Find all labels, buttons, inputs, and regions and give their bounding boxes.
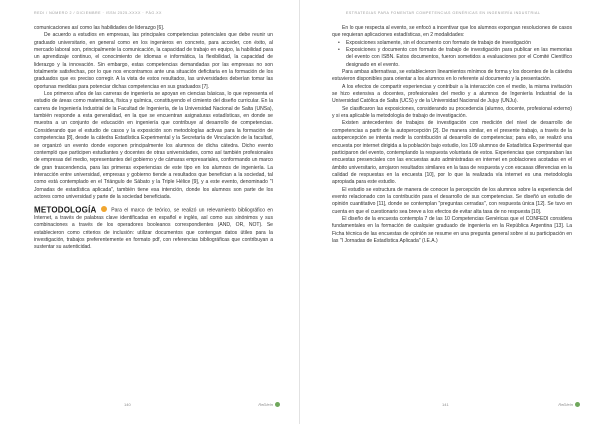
list-item <box>338 47 572 69</box>
bullet-list <box>332 40 572 69</box>
list-item-text: Exposiciones y documento con formato de trabajo de investigación para publicar en las memorias del evento con ISBN. Estos documentos, fueron sometidos a evaluaciones por el Comité Científico designado en el evento. <box>346 47 572 68</box>
footer-left <box>0 402 300 410</box>
paragraph: Para ambas alternativas, se establecieron lineamientos mínimos de forma y los docentes de la cátedra estuvieron disponibles para orientar a los alumnos en lo referente al documento y la presentación. <box>332 69 572 83</box>
paragraph: Existen antecedentes de trabajos de investigación con medición del nivel de desarrollo de competencias a partir de la autopercepción [2]. De manera similar, en el presente trabajo, a través de la autopercepción se intenta medir la contribución al desarrollo de competencias; para ello, se realizó una encuesta por internet dirigida a la población bajo estudio, los 109 alumnos de Estadística Experimental que participaron del evento, contemplando la respuesta voluntaria de estos. Experiencias que comparaban las encuestas presenciales con las encuestas auto administradas en internet en poblaciones acotadas en el ámbito universitario, arrojaron resultados similares en la tasa de respuesta y con escasas diferencias en la calidad de respuestas en la encuesta [10], por lo que la realizada vía internet es una metodología apropiada para este estudio. <box>332 120 572 186</box>
paragraph: A los efectos de compartir experiencias y contribuir a la interacción con el medio, la misma invitación se hizo extensiva a docentes, profesionales del medio y a alumnos de Ingeniería Industrial de la Universidad Católica de Salta (UCS) y de la Universidad Nacional de Jujuy (UNJu). <box>332 83 572 105</box>
paragraph: El diseño de la encuesta contempla 7 de las 10 Competencias Genéricas que el CONFEDI considera fundamentales en la formación de cualquier graduado de ingeniería en la República Argentina [13]. La Ficha técnica de las encuestas de opinión se resume en una pregunta general sobre si su participación en las "I Jornadas de Estadística Aplicada" (I.E.A.) <box>332 215 572 244</box>
list-item-text: Exposiciones solamente, sin el documento con formato de trabajo de investigación <box>346 39 531 46</box>
brand-text: ReDIeIn <box>258 402 273 407</box>
journal-brand <box>558 402 580 407</box>
brand-text: ReDIeIn <box>558 402 573 407</box>
paragraph: El estudio se estructura de manera de conocer la percepción de los alumnos sobre la experiencia del evento relacionado con la contribución para el desarrollo de sus competencias. Se diseñó un estudio de opinión cuantitativo [11], donde se contemplan "preguntas cerradas", con respuesta única [12]. Se tuvo en cuenta en que el cuestionario sea breve a los efectos de evitar alta tasa de no respuesta [10]. <box>332 186 572 215</box>
list-item <box>338 39 572 47</box>
footer-right <box>300 402 600 410</box>
left-body-text <box>34 25 273 252</box>
running-head-right: ESTRATEGIAS PARA FOMENTAR COMPETENCIAS GENÉRICAS EN INGENIERÍA INDUSTRIAL <box>346 11 541 15</box>
bullet-icon: • <box>338 47 340 54</box>
right-page <box>300 0 600 424</box>
paragraph: Los primeros años de las carreras de ingeniería se apoyan en ciencias básicas, lo que representa el estudio de áreas como matemática, física y química, constituyendo el cimiento del diseño curricular. En la carrera de Ingeniería Industrial de la Facultad de Ingeniería, de la Universidad Nacional de Salta (UNSa), también responde a esta generalidad, en la que se encuentran asignaturas estadísticas, en donde se muestra a un conjunto de educación en ingeniería que contribuye al desarrollo de competencias. Considerando que el estudio de casos y la exposición son metodologías activas para la formación de competencias [8], desde la cátedra Estadística Experimental y la Secretaría de Vinculación de la facultad, se organizó un evento donde exponen principalmente los alumnos de dicha cátedra. Dicho evento contempló que participen estudiantes y docentes de otras universidades, como así también profesionales de empresas del medio, representantes del gobierno y de cámaras empresariales, conformando un marco de gran trascendencia, para las primeras experiencias de este tipo en los alumnos de ingeniería. La interacción entre universidad, empresas y gobierno tiende a resultados que benefician a la sociedad, tal como está contemplado en el Triángulo de Sábato y la Triple Hélice [9], y a este evento, denominado "I Jornadas de estadística aplicada", también tiene esa intención, donde los alumnos son parte de los actores como universidad y parte de la sociedad beneficiada. <box>34 91 273 200</box>
brand-logo-icon <box>575 402 580 407</box>
paragraph: comunicaciones así como las habilidades de liderazgo [6]. <box>34 25 165 31</box>
section-bullet-icon <box>101 206 107 212</box>
page-number: 140 <box>124 402 131 407</box>
right-body-text <box>332 25 572 245</box>
paragraph: Se clasificaron las exposiciones, considerando su procedencia (alumno, docente, profesional externo) y si era aplicable la metodología de trabajo de investigación. <box>332 105 572 120</box>
journal-brand <box>258 402 280 407</box>
page-number: 141 <box>442 402 449 407</box>
methodology-section <box>34 206 273 252</box>
section-title: METODOLOGÍA <box>34 205 97 215</box>
paragraph: De acuerdo a estudios en empresas, las principales competencias potenciales que debe reunir un graduado universitario, en general como en los ingenieros en concreto, para acceder, con éxito, al mercado laboral son, principalmente la comunicación, la capacidad de trabajo en equipo, la habilidad para un aprendizaje continuo, el conocimiento de idiomas e informática, la flexibilidad, la capacidad de liderazgo y la innovación. Sin embargo, estas competencias demandadas por las empresas no son totalmente satisfechas, por lo que nos encontramos ante una situación deficitaria en la formación de los graduados que es preciso corregir. A la vista de estos resultados, las universidades deberían tomar las oportunas medidas para potenciar dichas competencias en sus graduados [7]. <box>34 32 273 90</box>
paragraph: En lo que respecta al evento, se enfocó a incentivar que los alumnos expongan resoluciones de casos que requieran aplicaciones estadísticas, en 2 modalidades: <box>332 25 572 39</box>
section-text: Para el marco de teórico, se realizó un relevamiento bibliográfico en Internet, a través de palabras clave identificadas en español e inglés, así como sus sinónimos y sus combinaciones a través de los operadores booleanos correspondientes (AND, OR, NOT). Se establecieron como criterios de inclusión: utilizar documentos que contengan datos útiles para la investigación, trabajos preferentemente en formato pdf, con referencias bibliográficas que contribuyan a sustentar su autenticidad. <box>34 207 273 251</box>
running-head-left: REDI / NÚMERO 2 / DICIEMBRE · ISSN 2525-XXXX · PÁG.XX <box>34 11 162 15</box>
brand-logo-icon <box>275 402 280 407</box>
bullet-icon: • <box>338 39 340 46</box>
